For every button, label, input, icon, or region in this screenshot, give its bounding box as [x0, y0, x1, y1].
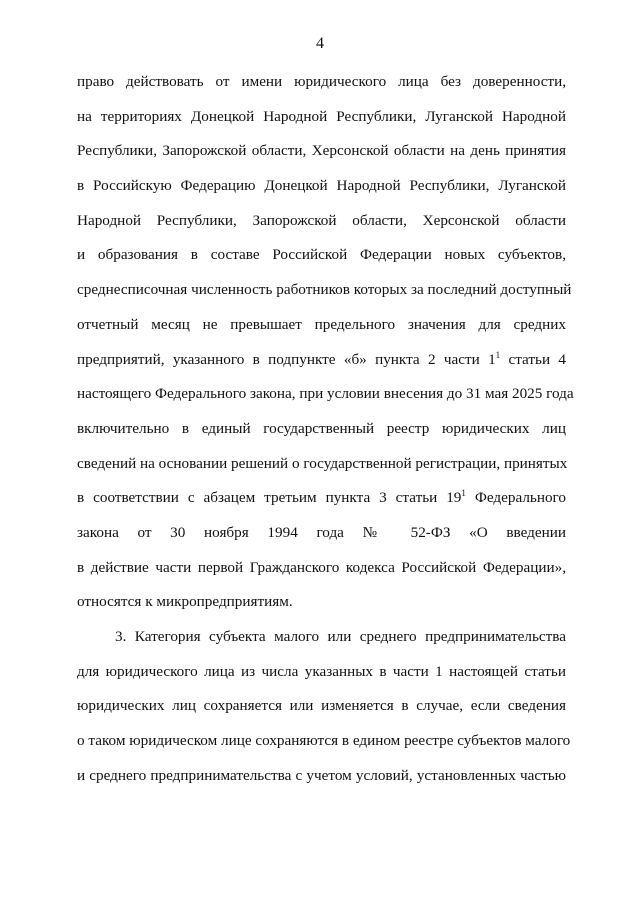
- text-line: Республики, Запорожской области, Херсонской области на день принятия: [77, 142, 566, 160]
- text-line: для юридического лица из числа указанных в части 1 настоящей статьи: [77, 662, 566, 680]
- text-line: на территориях Донецкой Народной Республики, Луганской Народной: [77, 107, 566, 125]
- text-line: настоящего Федерального закона, при условии внесения до 31 мая 2025 года: [77, 385, 574, 403]
- text-segment: Федерального: [465, 489, 566, 507]
- text-line: среднесписочная численность работников которых за последний доступный: [77, 281, 572, 299]
- text-segment: в соответствии с абзацем третьим пункта 3 статьи 19: [77, 489, 462, 507]
- text-line: и среднего предпринимательства с учетом условий, установленных частью: [77, 766, 566, 784]
- text-line: 3. Категория субъекта малого или среднего предпринимательства: [115, 628, 566, 645]
- text-line: юридических лиц сохраняется или изменяется в случае, если сведения: [77, 697, 566, 715]
- text-line: о таком юридическом лице сохраняются в едином реестре субъектов малого: [77, 732, 571, 750]
- text-line: в Российскую Федерацию Донецкой Народной Республики, Луганской: [77, 177, 566, 195]
- paragraph-microenterprises: [77, 65, 574, 620]
- text-line-with-superscript: [77, 481, 566, 516]
- text-line: Народной Республики, Запорожской области, Херсонской области: [77, 211, 566, 229]
- superscript-marker: 1: [461, 488, 466, 499]
- text-line: относятся к микропредприятиям.: [77, 593, 293, 611]
- text-segment: предприятий, указанного в подпункте «б» пункта 2 части 1: [77, 350, 496, 368]
- text-segment: статьи 4: [500, 350, 566, 368]
- text-line: и образования в составе Российской Федерации новых субъектов,: [77, 246, 566, 264]
- text-line: отчетный месяц не превышает предельного значения для средних: [77, 315, 566, 333]
- text-line: включительно в единый государственный реестр юридических лиц: [77, 419, 566, 437]
- text-line: право действовать от имени юридического лица без доверенности,: [77, 73, 566, 90]
- text-line-with-superscript: [77, 343, 566, 378]
- superscript-marker: 1: [495, 349, 501, 360]
- text-line: в действие части первой Гражданского кодекса Российской Федерации»,: [77, 558, 566, 576]
- text-line: закона от 30 ноября 1994 года № 52-ФЗ «О введении: [77, 523, 566, 541]
- text-line: сведений на основании решений о государственной регистрации, принятых: [77, 454, 568, 472]
- page-number: 4: [316, 35, 324, 52]
- paragraph-3-category-retention: [77, 620, 571, 793]
